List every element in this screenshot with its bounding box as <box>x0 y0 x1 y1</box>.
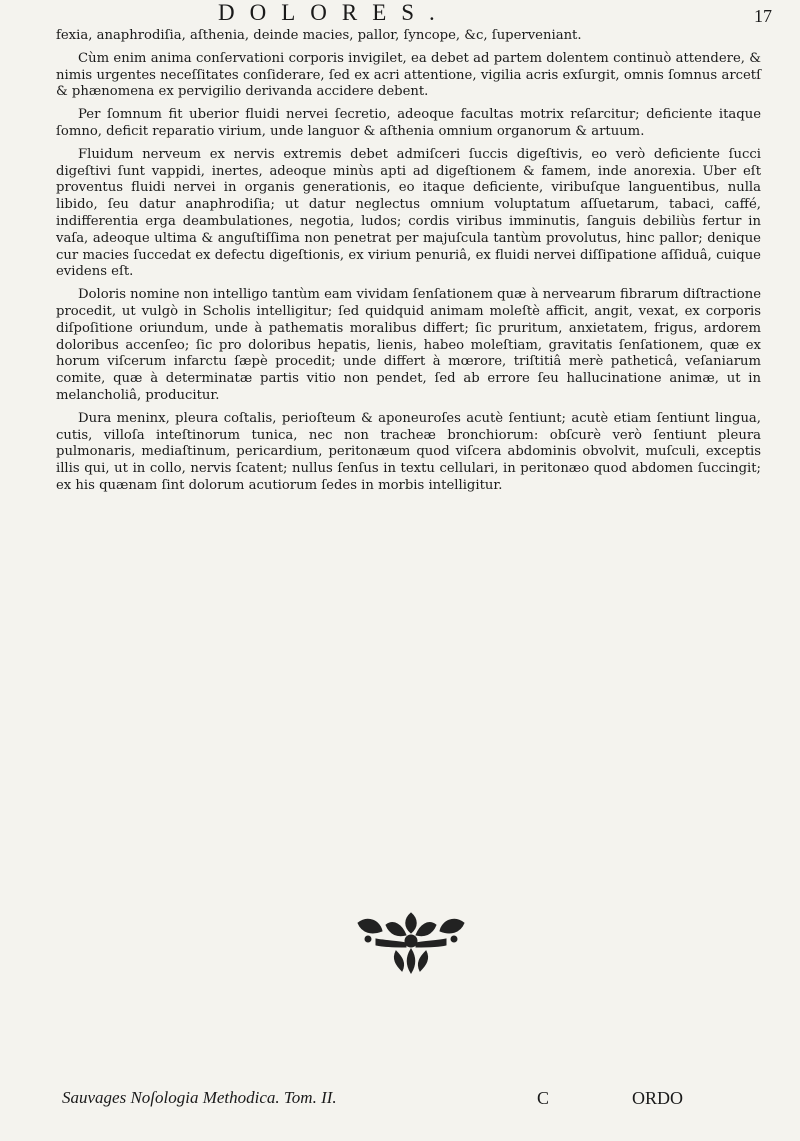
footer-title: Sauvages Noſologia Methodica. Tom. II. <box>62 1088 337 1107</box>
paragraph: Doloris nomine non intelligo tantùm eam vividam ſenſationem quæ à nervearum fibrarum diſtractione procedit, ut vulgò in Scholis intelligitur; ſed quidquid animam moleſtè afficit, angit, vexat, ex corporis diſpoſitione oriundum, unde à pathematis moralibus differt; ſic pruritum, anxietatem, frigus, ardorem doloribus accenſeo; ſic pro doloribus hepatis, lienis, habeo moleſtiam, gravitatis ſenſationem, quæ ex horum viſcerum infarctu ſæpè procedit; unde differt à mœrore, triſtitiâ merè patheticâ, veſaniarum comite, quæ à determinatæ partis vitio non pendet, ſed ab errore ſeu hallucinatione animæ, ut in melancholiâ, producitur. <box>56 287 762 403</box>
page-header <box>0 0 800 30</box>
paragraph: Cùm enim anima conſervationi corporis invigilet, ea debet ad partem dolentem continuò attendere, & nimis urgentes neceſſitates conſiderare, ſed ex acri attentione, vigilia acris exſurgit, omnis ſomnus arcetſ & phænomena ex pervigilio derivanda accidere debent. <box>56 50 761 100</box>
paragraph: Dura meninx, pleura coſtalis, perioſteum & aponeuroſes acutè ſentiunt; acutè etiam ſentiunt lingua, cutis, villoſa inteſtinorum tunica, nec non tracheæ bronchiorum: obſcurè verò ſentiunt pleura pulmonaris, mediaſtinum, pericardium, peritonæum quod viſcera abdominis obvolvit, muſculi, exceptis illis qui, ut in collo, nervis ſcatent; nullus ſenſus in textu cellulari, in peritonæo quod abdomen ſuccingit; ex his quænam ſint dolorum acutiorum ſedes in morbis intelligitur. <box>56 410 761 493</box>
catchword: ORDO <box>632 1088 684 1108</box>
floral-tailpiece-icon <box>346 905 476 975</box>
body-text <box>56 28 761 501</box>
paragraph: Per ſomnum fit uberior fluidi nervei ſecretio, adeoque facultas motrix reſarcitur; deficiente itaque ſomno, deficit reparatio virium, unde languor & aſthenia omnium organorum & artuum. <box>56 107 761 139</box>
signature-mark: C <box>537 1088 550 1108</box>
page-number: 17 <box>754 6 772 26</box>
paragraph: Fluidum nerveum ex nervis extremis debet admiſceri ſuccis digeſtivis, eo verò deficiente ſucci digeſtivi ſunt vappidi, inertes, adeoque minùs apti ad digeſtionem & famem, inde anorexia. Uber eſt proventus fluidi nervei in organis generationis, eo itaque deficiente, viribuſque languentibus, nulla libido, ſeu datur anaphrodiſia; ut datur neglectus omnium voluptatum aſſuetarum, tabaci, caffé, indifferentia erga deambulationes, negotia, ludos; cordis viribus imminutis, ſanguis debiliùs fertur in vaſa, adeoque ultima & anguſtiſſima non penetrat per majuſcula tantùm provolutus, hinc pallor; denique cur macies ſuccedat ex defectu digeſtionis, ex virium penuriâ, ex fluidi nervei diſſipatione aſſiduâ, cuique evidens eſt. <box>56 146 761 280</box>
page-footer <box>0 1088 800 1118</box>
running-head: DOLORES. <box>218 0 450 25</box>
paragraph-continuation: fexia, anaphrodiſia, aſthenia, deinde macies, pallor, ſyncope, &c, ſuperveniant. <box>56 28 582 43</box>
